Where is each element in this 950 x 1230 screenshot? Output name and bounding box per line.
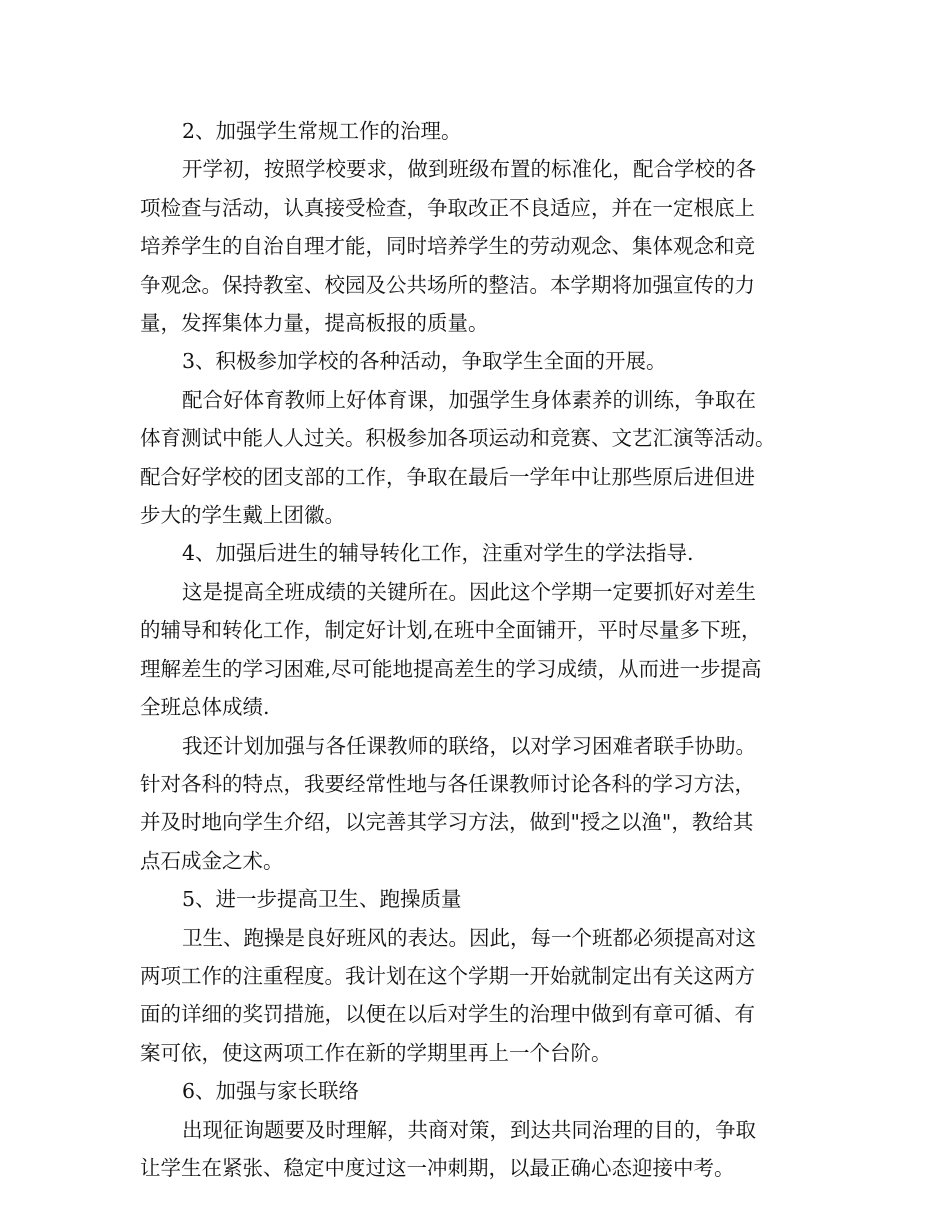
- body-line: 体育测试中能人人过关。积极参加各项运动和竞赛、文艺汇演等活动。: [140, 426, 776, 451]
- section-body-4: [140, 573, 820, 727]
- section-heading-4: [140, 534, 820, 572]
- body-line: 让学生在紧张、稳定中度过这一冲刺期，以最正确心态迎接中考。: [140, 1155, 735, 1180]
- body-line: 争观念。保持教室、校园及公共场所的整洁。本学期将加强宣传的力: [140, 272, 755, 297]
- section-body-6: [140, 1111, 820, 1188]
- body-line: 配合好体育教师上好体育课，加强学生身体素养的训练，争取在: [182, 387, 757, 412]
- body-line: 出现征询题要及时理解，共商对策，到达共同治理的目的，争取: [182, 1117, 757, 1142]
- body-line: 理解差生的学习困难,尽可能地提高差生的学习成绩，从而进一步提高: [140, 656, 762, 681]
- body-line: 的辅导和转化工作，制定好计划,在班中全面铺开，平时尽量多下班，: [140, 618, 762, 643]
- body-line: 我还计划加强与各任课教师的联络，以对学习困难者联手协助。: [182, 733, 757, 758]
- heading-text: 6、加强与家长联络: [182, 1079, 360, 1104]
- section-heading-2: [140, 112, 820, 150]
- body-line: 量，发挥集体力量，提高板报的质量。: [140, 311, 489, 336]
- section-body-5: [140, 919, 820, 1073]
- section-heading-5: [140, 880, 820, 918]
- body-line: 面的详细的奖罚措施，以便在以后对学生的治理中做到有章可循、有: [140, 1002, 755, 1027]
- body-line: 这是提高全班成绩的关键所在。因此这个学期一定要抓好对差生: [182, 579, 757, 604]
- body-line: 两项工作的注重程度。我计划在这个学期一开始就制定出有关这两方: [140, 963, 755, 988]
- heading-text: 5、进一步提高卫生、跑操质量: [182, 887, 462, 912]
- body-line: 全班总体成绩.: [140, 695, 270, 720]
- heading-text: 2、加强学生常规工作的治理。: [182, 119, 462, 143]
- body-line: 并及时地向学生介绍，以完善其学习方法，做到"授之以渔"，教给其: [140, 810, 754, 835]
- body-line: 针对各科的特点，我要经常性地与各任课教师讨论各科的学习方法，: [140, 771, 755, 796]
- body-line: 项检查与活动，认真接受检查，争取改正不良适应，并在一定根底上: [140, 195, 755, 220]
- body-line: 配合好学校的团支部的工作，争取在最后一学年中让那些原后进但进: [140, 464, 755, 489]
- section-body-3: [140, 381, 820, 535]
- section-body-2: [140, 150, 820, 342]
- body-line: 培养学生的自治自理才能，同时培养学生的劳动观念、集体观念和竞: [140, 234, 755, 259]
- body-line: 开学初，按照学校要求，做到班级布置的标准化，配合学校的各: [182, 157, 757, 182]
- heading-text: 4、加强后进生的辅导转化工作，注重对学生的学法指导.: [182, 541, 694, 566]
- body-line: 案可依，使这两项工作在新的学期里再上一个台阶。: [140, 1040, 612, 1065]
- body-line: 卫生、跑操是良好班风的表达。因此，每一个班都必须提高对这: [182, 925, 757, 950]
- body-line: 步大的学生戴上团徽。: [140, 503, 345, 528]
- section-heading-6: [140, 1072, 820, 1110]
- document-body: [140, 112, 820, 1187]
- section-body-4-continued: [140, 727, 820, 881]
- body-line: 点石成金之术。: [140, 848, 284, 873]
- heading-text: 3、积极参加学校的各种活动，争取学生全面的开展。: [182, 349, 667, 374]
- section-heading-3: [140, 342, 820, 380]
